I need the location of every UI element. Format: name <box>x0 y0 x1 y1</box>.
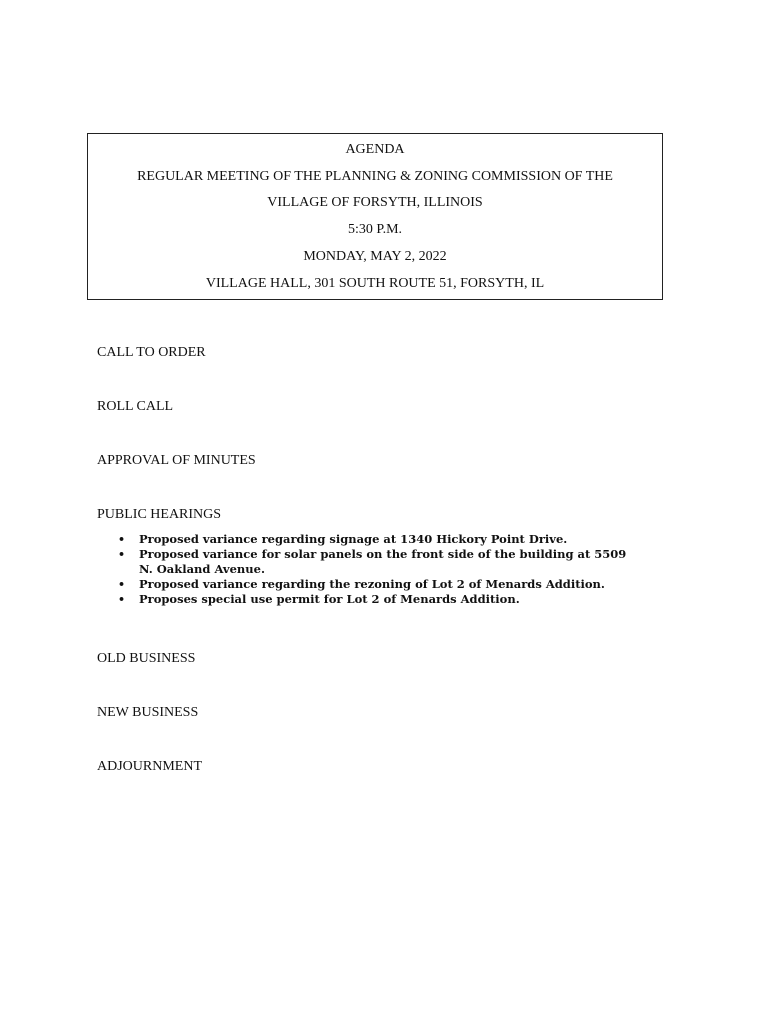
section-approval-of-minutes: APPROVAL OF MINUTES <box>97 453 256 468</box>
section-old-business: OLD BUSINESS <box>97 651 196 666</box>
agenda-title: AGENDA <box>345 142 405 157</box>
section-roll-call: ROLL CALL <box>97 399 174 414</box>
section-new-business: NEW BUSINESS <box>97 705 199 720</box>
list-item <box>118 592 638 607</box>
hearing-item-text: Proposes special use permit for Lot 2 of Menards Addition. <box>139 592 520 606</box>
bullet-icon: • <box>118 533 126 546</box>
bullet-icon: • <box>118 548 126 561</box>
hearing-item-text: Proposed variance regarding the rezoning of Lot 2 of Menards Addition. <box>139 577 605 591</box>
list-item <box>118 547 638 577</box>
bullet-icon: • <box>118 593 126 606</box>
list-item <box>118 577 638 592</box>
section-adjournment: ADJOURNMENT <box>97 759 202 774</box>
hearing-item-text: Proposed variance regarding signage at 1340 Hickory Point Drive. <box>139 532 568 546</box>
agenda-header-box <box>87 133 663 300</box>
village-name: VILLAGE OF FORSYTH, ILLINOIS <box>267 195 483 210</box>
hearing-item-text: Proposed variance for solar panels on the front side of the building at 5509 N. Oakland Avenue. <box>139 547 627 576</box>
bullet-icon: • <box>118 578 126 591</box>
list-item <box>118 532 638 547</box>
section-call-to-order: CALL TO ORDER <box>97 345 206 360</box>
meeting-date: MONDAY, MAY 2, 2022 <box>303 249 447 264</box>
meeting-time: 5:30 P.M. <box>347 222 403 237</box>
section-public-hearings: PUBLIC HEARINGS <box>97 507 222 522</box>
public-hearings-list <box>118 532 638 607</box>
meeting-location: VILLAGE HALL, 301 SOUTH ROUTE 51, FORSYTH, IL <box>205 276 545 291</box>
meeting-title: REGULAR MEETING OF THE PLANNING & ZONING COMMISSION OF THE <box>137 169 613 184</box>
